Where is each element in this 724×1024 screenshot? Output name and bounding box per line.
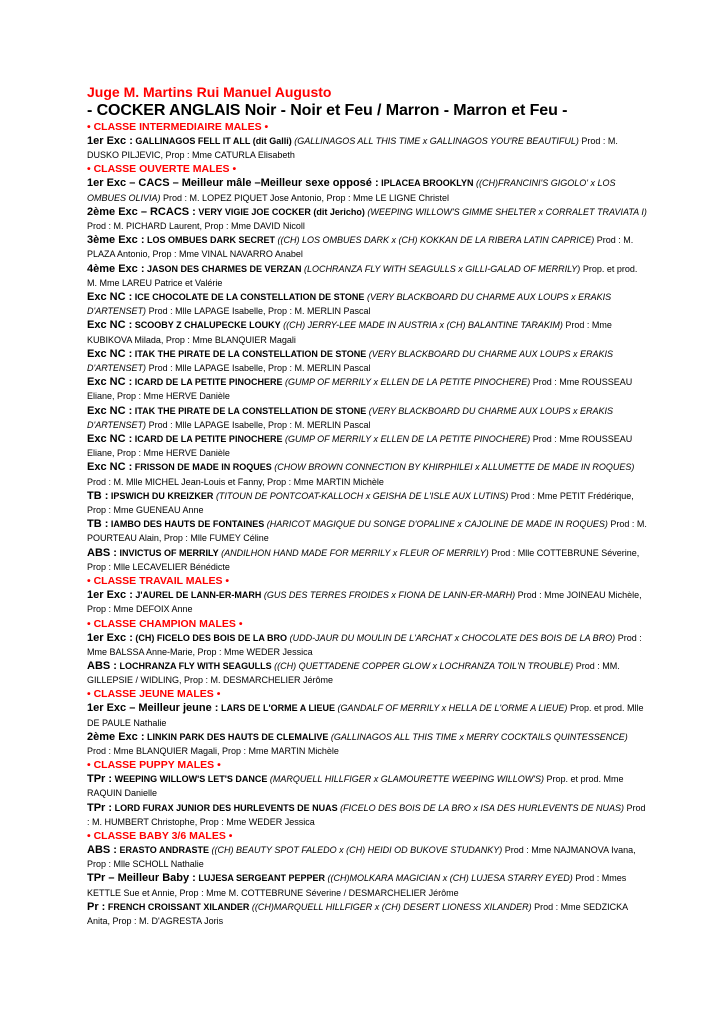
dog-name: INVICTUS OF MERRILY [119,547,219,558]
pedigree: (ANDILHON HAND MADE FOR MERRILY x FLEUR OF MERRILY) [221,547,489,558]
owner-info: Prop. et prod. Mlle DE PAULE Nathalie [87,703,644,728]
entry [87,176,647,204]
owner-info: Prod : Mmes KETTLE Sue et Annie, Prop : Mme M. COTTEBRUNE Séverine / DESMARCHELIER Jérôme [87,873,627,898]
entry [87,801,647,829]
entry [87,730,647,758]
pedigree: (GUS DES TERRES FROIDES x FIONA DE LANN-ER-MARH) [263,590,516,601]
dog-name: ERASTO ANDRASTE [119,844,209,855]
pedigree: (VERY BLACKBOARD DU CHARME AUX LOUPS x ERAKIS D'ARTENSET) [87,348,614,374]
owner-info: Prod : Mlle LAPAGE Isabelle, Prop : M. MERLIN Pascal [148,363,371,374]
pedigree: (FICELO DES BOIS DE LA BRO x ISA DES HURLEVENTS DE NUAS) [340,802,625,813]
award-label: Exc NC : [87,291,133,304]
entry [87,843,647,871]
dog-name: IPLACEA BROOKLYN [381,178,474,189]
dog-name: ITAK THE PIRATE DE LA CONSTELLATION DE STONE [134,348,367,359]
owner-info: Prod : Mlle COTTEBRUNE Séverine, Prop : Mlle LECAVELIER Bénédicte [87,547,640,572]
award-label: Exc NC : [87,404,133,417]
entry [87,262,647,290]
pedigree: ((CH)MARQUELL HILLFIGER x (CH) DESERT LIONESS XILANDER) [251,901,532,912]
pedigree: ((CH)FRANCINI'S GIGOLO' x LOS OMBUES OLIVIA) [87,178,616,203]
class-title: • CLASSE PUPPY MALES • [87,759,221,772]
entry [87,134,647,162]
entry [87,631,647,659]
dog-name: LOCHRANZA FLY WITH SEAGULLS [119,660,272,671]
dog-name: LORD FURAX JUNIOR DES HURLEVENTS DE NUAS [114,802,338,813]
award-label: ABS : [87,546,117,559]
judge-name: Juge M. Martins Rui Manuel Augusto [87,84,332,100]
entry [87,318,647,346]
owner-info: Prod : Mme KUBIKOVA Milada, Prop : Mme BLANQUIER Magali [87,320,612,345]
pedigree: (GANDALF OF MERRILY x HELLA DE L'ORME A LIEUE) [337,703,568,714]
owner-info: Prop. et prod. M. Mme LAREU Patrice et Valérie [87,263,638,288]
pedigree: ((CH) LOS OMBUES DARK x (CH) KOKKAN DE LA RIBERA LATIN CAPRICE) [277,235,595,246]
entry [87,404,647,432]
dog-name: J'AUREL DE LANN-ER-MARH [135,590,262,601]
dog-name: FRISSON DE MADE IN ROQUES [134,462,272,473]
class-title: • CLASSE TRAVAIL MALES • [87,575,230,588]
entry [87,659,647,687]
dog-name: VERY VIGIE JOE COCKER (dit Jericho) [198,206,365,217]
entry [87,546,647,574]
award-label: 4ème Exc : [87,262,145,275]
owner-info: Prod : Mme SEDZICKA Anita, Prop : M. D'AGRESTA Joris [87,901,628,926]
results-page [87,84,647,928]
entry [87,588,647,616]
award-label: 2ème Exc : [87,730,145,743]
class-title: • CLASSE JEUNE MALES • [87,688,221,701]
pedigree: (GALLINAGOS ALL THIS TIME x GALLINAGOS YOU'RE BEAUTIFUL) [294,136,579,146]
entry [87,460,647,488]
entry [87,772,647,800]
owner-info: Prod : M. PICHARD Laurent, Prop : Mme DAVID Nicoll [87,221,305,232]
owner-info: Prop. et prod. Mme RAQUIN Danielle [87,774,624,799]
award-label: Exc NC : [87,347,133,360]
class-title: • CLASSE CHAMPION MALES • [87,617,243,630]
class-title: • CLASSE BABY 3/6 MALES • [87,829,233,842]
pedigree: ((CH) QUETTADENE COPPER GLOW x LOCHRANZA TOIL'N TROUBLE) [274,660,574,671]
award-label: TPr : [87,773,113,786]
entry [87,489,647,517]
pedigree: (GALLINAGOS ALL THIS TIME x MERRY COCKTAILS QUINTESSENCE) [330,731,628,742]
owner-info: Prod : Mme ROUSSEAU Eliane, Prop : Mme HERVE Danièle [87,434,633,459]
entry [87,205,647,233]
dog-name: SCOOBY Z CHALUPECKE LOUKY [134,320,281,331]
owner-info: Prod : Mme BLANQUIER Magali, Prop : Mme MARTIN Michèle [87,745,339,756]
class-title: • CLASSE INTERMEDIAIRE MALES • [87,121,269,133]
award-label: 2ème Exc – RCACS : [87,205,196,218]
pedigree: (LOCHRANZA FLY WITH SEAGULLS x GILLI-GALAD OF MERRILY) [304,263,581,274]
owner-info: Prod : M. LOPEZ PIQUET Jose Antonio, Prop : Mme LE LIGNE Christel [163,192,449,203]
owner-info: Prod : Mme PETIT Frédérique, Prop : Mme GUENEAU Anne [87,490,634,516]
owner-info: Prod : M. Mlle MICHEL Jean-Louis et Fanny, Prop : Mme MARTIN Michèle [87,476,384,487]
dog-name: JASON DES CHARMES DE VERZAN [147,263,302,274]
owner-info: Prod : Mme JOINEAU Michèle, Prop : Mme DEFOIX Anne [87,590,642,615]
pedigree: (VERY BLACKBOARD DU CHARME AUX LOUPS x ERAKIS D'ARTENSET) [87,292,612,317]
award-label: TPr : [87,801,113,814]
owner-info: Prod : Mme ROUSSEAU Eliane, Prop : Mme HERVE Danièle [87,377,633,402]
dog-name: (CH) FICELO DES BOIS DE LA BRO [135,632,288,643]
breed-title: - COCKER ANGLAIS Noir - Noir et Feu / Marron - Marron et Feu - [87,102,568,119]
award-label: Exc NC : [87,461,133,474]
entry [87,347,647,375]
pedigree: (WEEPING WILLOW'S GIMME SHELTER x CORRALET TRAVIATA I) [367,206,647,217]
dog-name: ICARD DE LA PETITE PINOCHERE [134,377,283,388]
dog-name: ICE CHOCOLATE DE LA CONSTELLATION DE STONE [134,292,365,303]
entry [87,517,647,545]
entry [87,290,647,318]
entry [87,871,647,899]
pedigree: (GUMP OF MERRILY x ELLEN DE LA PETITE PINOCHERE) [284,377,531,388]
classes-container [87,120,647,928]
owner-info: Prod : Mme BALSSA Anne-Marie, Prop : Mme WEDER Jessica [87,632,642,657]
owner-info: Prod : Mme NAJMANOVA Ivana, Prop : Mlle SCHOLL Nathalie [87,844,636,870]
pedigree: ((CH)MOLKARA MAGICIAN x (CH) LUJESA STARRY EYED) [327,873,573,884]
dog-name: ITAK THE PIRATE DE LA CONSTELLATION DE STONE [134,405,367,416]
owner-info: Prod : MM. GILLEPSIE / WIDLING, Prop : M. DESMARCHELIER Jérôme [87,660,620,686]
dog-name: LINKIN PARK DES HAUTS DE CLEMALIVE [147,731,329,742]
owner-info: Prod : M. HUMBERT Christophe, Prop : Mme WEDER Jessica [87,802,646,827]
award-label: 1er Exc – CACS – Meilleur mâle –Meilleur sexe opposé : [87,177,379,190]
entry [87,900,647,928]
pedigree: (TITOUN DE PONTCOAT-KALLOCH x GEISHA DE L'ISLE AUX LUTINS) [215,490,509,501]
entry [87,233,647,261]
pedigree: (CHOW BROWN CONNECTION BY KHIRPHILEI x ALLUMETTE DE MADE IN ROQUES) [274,462,635,473]
award-label: Exc NC : [87,376,133,389]
dog-name: WEEPING WILLOW'S LET'S DANCE [114,774,268,785]
dog-name: GALLINAGOS FELL IT ALL (dit Galli) [135,136,292,146]
owner-info: Prod : M. DUSKO PILJEVIC, Prop : Mme CATURLA Elisabeth [87,136,618,161]
dog-name: LOS OMBUES DARK SECRET [147,235,276,246]
dog-name: LARS DE L'ORME A LIEUE [220,703,335,714]
award-label: ABS : [87,659,117,672]
award-label: Exc NC : [87,319,133,332]
entry [87,701,647,729]
dog-name: ICARD DE LA PETITE PINOCHERE [134,434,283,445]
owner-info: Prod : M. POURTEAU Alain, Prop : Mlle FUMEY Céline [87,519,647,544]
dog-name: LUJESA SERGEANT PEPPER [198,873,326,884]
pedigree: (HARICOT MAGIQUE DU SONGE D'OPALINE x CAJOLINE DE MADE IN ROQUES) [266,519,608,530]
award-label: Exc NC : [87,433,133,446]
class-title: • CLASSE OUVERTE MALES • [87,163,237,176]
award-label: 1er Exc : [87,589,133,602]
dog-name: IPSWICH DU KREIZKER [110,490,214,501]
dog-name: FRENCH CROISSANT XILANDER [107,901,250,912]
pedigree: ((CH) BEAUTY SPOT FALEDO x (CH) HEIDI OD BUKOVE STUDANKY) [211,844,503,855]
award-label: 3ème Exc : [87,234,145,247]
pedigree: (VERY BLACKBOARD DU CHARME AUX LOUPS x ERAKIS D'ARTENSET) [87,405,614,430]
award-label: ABS : [87,843,117,856]
award-label: Pr : [87,900,106,913]
owner-info: Prod : Mlle LAPAGE Isabelle, Prop : M. MERLIN Pascal [148,306,371,317]
pedigree: (UDD-JAUR DU MOULIN DE L'ARCHAT x CHOCOLATE DES BOIS DE LA BRO) [289,632,616,643]
award-label: TB : [87,518,109,531]
entry [87,432,647,460]
entry [87,375,647,403]
owner-info: Prod : Mlle LAPAGE Isabelle, Prop : M. MERLIN Pascal [148,419,371,430]
award-label: TPr – Meilleur Baby : [87,872,196,885]
award-label: 1er Exc : [87,135,133,147]
dog-name: IAMBO DES HAUTS DE FONTAINES [110,519,265,530]
pedigree: ((CH) JERRY-LEE MADE IN AUSTRIA x (CH) BALANTINE TARAKIM) [283,320,563,331]
award-label: TB : [87,489,109,502]
award-label: 1er Exc : [87,631,133,644]
pedigree: (GUMP OF MERRILY x ELLEN DE LA PETITE PINOCHERE) [284,434,531,445]
owner-info: Prod : M. PLAZA Antonio, Prop : Mme VINAL NAVARRO Anabel [87,235,634,260]
pedigree: (MARQUELL HILLFIGER x GLAMOURETTE WEEPING WILLOW'S) [269,774,544,785]
award-label: 1er Exc – Meilleur jeune : [87,702,219,715]
